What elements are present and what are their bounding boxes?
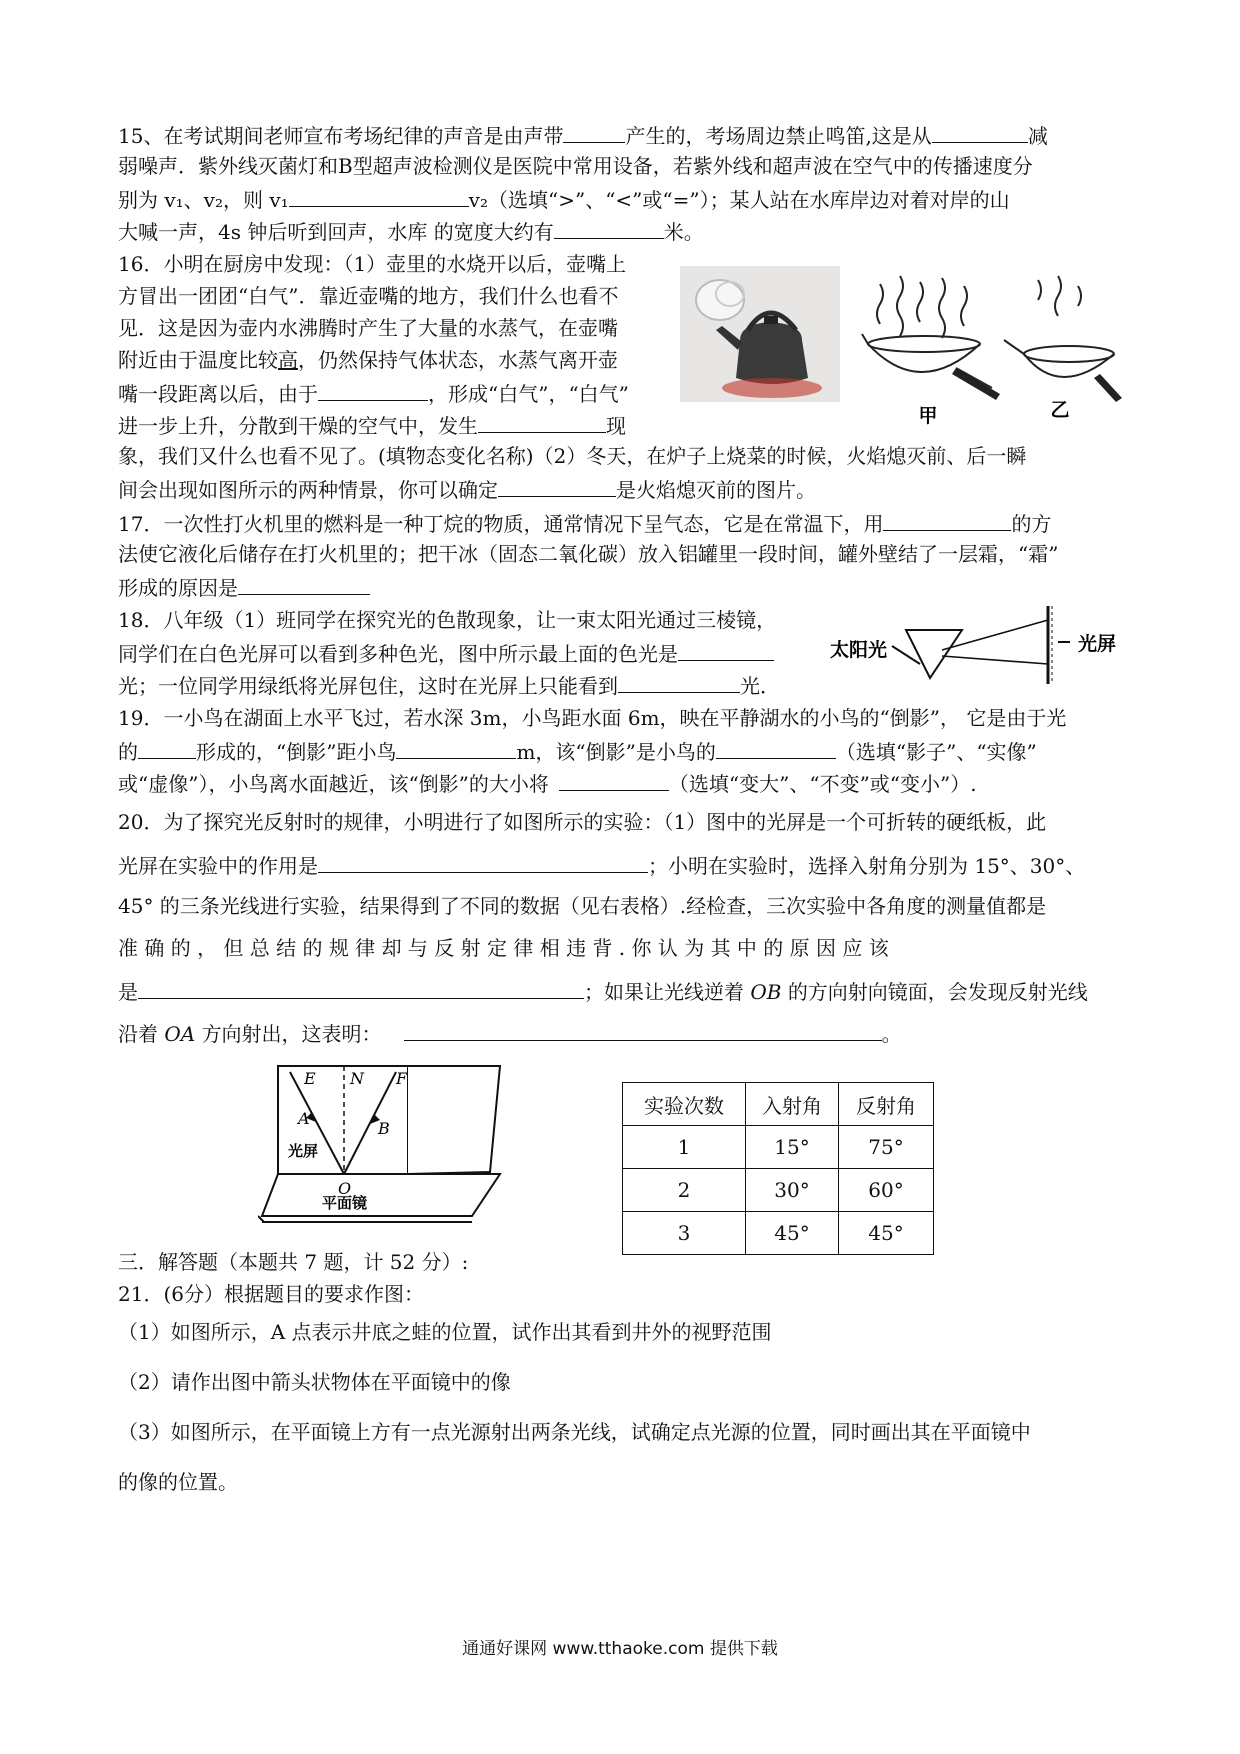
q20-line-3: 45° 的三条光线进行实验，结果得到了不同的数据（见右表格）.经检查，三次实验中各角度的测量值都是 bbox=[118, 894, 1047, 918]
q17-blank-2[interactable] bbox=[238, 572, 370, 595]
q16-line-2: 方冒出一团团“白气”．靠近壶嘴的地方，我们什么也看不 bbox=[118, 284, 619, 308]
q21-part-3: （3）如图所示，在平面镜上方有一点光源射出两条光线，试确定点光源的位置，同时画出其在平面镜中 bbox=[118, 1420, 1031, 1444]
q15-blank-4[interactable] bbox=[554, 216, 664, 239]
q16-line-5: 嘴一段距离以后，由于 ，形成“白气”，“白气” bbox=[118, 378, 629, 408]
section-3-heading: 三．解答题（本题共 7 题，计 52 分）: bbox=[118, 1250, 469, 1274]
svg-text:光屏: 光屏 bbox=[288, 1142, 319, 1160]
pans-figure bbox=[860, 270, 1122, 430]
svg-text:E: E bbox=[304, 1069, 316, 1088]
q20-blank-3[interactable] bbox=[404, 1018, 882, 1041]
q21-part-3-cont: 的像的位置。 bbox=[118, 1470, 238, 1494]
q16-line-6: 进一步上升，分散到干燥的空气中，发生 现 bbox=[118, 410, 626, 440]
q16-blank-2[interactable] bbox=[478, 410, 606, 433]
q19-blank-2[interactable] bbox=[396, 736, 516, 759]
q18-blank-1[interactable] bbox=[678, 638, 774, 661]
table-cell: 2 bbox=[623, 1169, 746, 1212]
experiment-table bbox=[622, 1082, 934, 1255]
table-row bbox=[623, 1169, 934, 1212]
svg-text:平面镜: 平面镜 bbox=[322, 1194, 368, 1212]
table-row bbox=[623, 1126, 934, 1169]
svg-text:N: N bbox=[350, 1069, 364, 1088]
q15-line-4: 大喊一声，4s 钟后听到回声，水库 的宽度大约有 米。 bbox=[118, 216, 704, 246]
q16-blank-3[interactable] bbox=[498, 474, 616, 497]
table-header-row bbox=[623, 1083, 934, 1126]
q21-part-2: （2）请作出图中箭头状物体在平面镜中的像 bbox=[118, 1370, 511, 1394]
q18-line-1: 18．八年级（1）班同学在探究光的色散现象，让一束太阳光通过三棱镜， bbox=[118, 608, 777, 632]
q16-line-3: 见．这是因为壶内水沸腾时产生了大量的水蒸气，在壶嘴 bbox=[118, 316, 618, 340]
table-cell: 45° bbox=[839, 1212, 934, 1255]
svg-text:F: F bbox=[396, 1069, 408, 1088]
table-row bbox=[623, 1212, 934, 1255]
q19-line-1: 19．一小鸟在湖面上水平飞过，若水深 3m，小鸟距水面 6m，映在平静湖水的小鸟的“倒影”， 它是由于光 bbox=[118, 706, 1067, 730]
plane-mirror bbox=[262, 1174, 500, 1216]
q16-line-1: 16．小明在厨房中发现：（1）壶里的水烧开以后，壶嘴上 bbox=[118, 252, 627, 276]
q17-blank-1[interactable] bbox=[883, 508, 1011, 531]
table-cell: 45° bbox=[746, 1212, 839, 1255]
q17-line-1: 17．一次性打火机里的燃料是一种丁烷的物质，通常情况下呈气态，它是在常温下，用 的方 bbox=[118, 508, 1051, 538]
sun-light-label: 太阳光 bbox=[830, 639, 888, 661]
pan-label-jia: 甲 bbox=[918, 405, 938, 427]
q18-line-2: 同学们在白色光屏可以看到多种色光，图中所示最上面的色光是 bbox=[118, 638, 774, 668]
table-header-cell: 反射角 bbox=[839, 1083, 934, 1126]
q19-line-3: 或“虚像”），小鸟离水面越近，该“倒影”的大小将 （选填“变大”、“不变”或“变小”）. bbox=[118, 768, 977, 798]
q15-blank-2[interactable] bbox=[932, 120, 1028, 143]
svg-text:O: O bbox=[338, 1179, 352, 1198]
table-cell: 15° bbox=[746, 1126, 839, 1169]
q19-blank-4[interactable] bbox=[559, 768, 669, 791]
q20-line-2: 光屏在实验中的作用是 ；小明在实验时，选择入射角分别为 15°、30°、 bbox=[118, 850, 1085, 880]
q18-line-3: 光；一位同学用绿纸将光屏包住，这时在光屏上只能看到 光． bbox=[118, 670, 780, 700]
q19-line-2: 的 形成的，“倒影”距小鸟 m，该“倒影”是小鸟的 （选填“影子”、“实像” bbox=[118, 736, 1037, 766]
table-cell: 75° bbox=[839, 1126, 934, 1169]
table-cell: 60° bbox=[839, 1169, 934, 1212]
q20-line-4: 准 确 的 ， 但 总 结 的 规 律 却 与 反 射 定 律 相 违 背 . 你 认 为 其 中 的 原 因 应 该 bbox=[118, 936, 889, 960]
svg-text:B: B bbox=[378, 1119, 390, 1138]
q21-line-1: 21．(6分）根据题目的要求作图： bbox=[118, 1282, 424, 1306]
page-footer: 通通好课网 www.tthaoke.com 提供下载 bbox=[462, 1639, 778, 1659]
q16-blank-1[interactable] bbox=[318, 378, 428, 401]
q15-line-1: 15、在考试期间老师宣布考场纪律的声音是由声带 产生的，考场周边禁止鸣笛,这是从 减 bbox=[118, 120, 1048, 150]
q15-line-3: 别为 v₁、v₂，则 v₁ v₂（选填“>”、“<”或“=”）；某人站在水库岸边对着对岸的山 bbox=[118, 184, 1010, 214]
q16-line-8: 间会出现如图所示的两种情景，你可以确定 是火焰熄灭前的图片。 bbox=[118, 474, 816, 504]
kettle-image bbox=[680, 266, 840, 402]
q15-blank-3[interactable] bbox=[289, 184, 469, 207]
q20-blank-2[interactable] bbox=[138, 976, 584, 999]
table-cell: 1 bbox=[623, 1126, 746, 1169]
screen-label: 光屏 bbox=[1078, 633, 1117, 655]
q15-blank-1[interactable] bbox=[563, 120, 625, 143]
q15-line-2: 弱噪声．紫外线灭菌灯和B型超声波检测仪是医院中常用设备，若紫外线和超声波在空气中的传播速度分 bbox=[118, 154, 1033, 178]
q20-line-6: 沿着 OA 方向射出，这表明： 。 bbox=[118, 1018, 902, 1048]
q21-part-1: （1）如图所示，A 点表示井底之蛙的位置，试作出其看到井外的视野范围 bbox=[118, 1320, 772, 1344]
q19-blank-3[interactable] bbox=[716, 736, 836, 759]
q19-blank-1[interactable] bbox=[138, 736, 196, 759]
prism-figure bbox=[820, 600, 1130, 692]
svg-text:A: A bbox=[298, 1109, 310, 1128]
q20-line-5: 是 ；如果让光线逆着 OB 的方向射向镜面，会发现反射光线 bbox=[118, 976, 1088, 1006]
table-header-cell: 入射角 bbox=[746, 1083, 839, 1126]
table-cell: 3 bbox=[623, 1212, 746, 1255]
table-cell: 30° bbox=[746, 1169, 839, 1212]
reflection-figure bbox=[258, 1054, 528, 1226]
q17-line-2: 法使它液化后储存在打火机里的；把干冰（固态二氧化碳）放入铝罐里一段时间，罐外壁结了一层霜，“霜” bbox=[118, 542, 1059, 566]
q17-line-3: 形成的原因是 bbox=[118, 572, 370, 602]
q20-blank-1[interactable] bbox=[318, 850, 648, 873]
q18-blank-2[interactable] bbox=[618, 670, 740, 693]
q16-line-4: 附近由于温度比较高，仍然保持气体状态，水蒸气离开壶 bbox=[118, 348, 618, 372]
pan-label-yi: 乙 bbox=[1050, 399, 1070, 421]
q16-line-7: 象，我们又什么也看不见了。(填物态变化名称)（2）冬天，在炉子上烧菜的时候，火焰熄灭前、后一瞬 bbox=[118, 444, 1027, 468]
q20-line-1: 20．为了探究光反射时的规律，小明进行了如图所示的实验：（1）图中的光屏是一个可折转的硬纸板，此 bbox=[118, 810, 1047, 834]
table-header-cell: 实验次数 bbox=[623, 1083, 746, 1126]
